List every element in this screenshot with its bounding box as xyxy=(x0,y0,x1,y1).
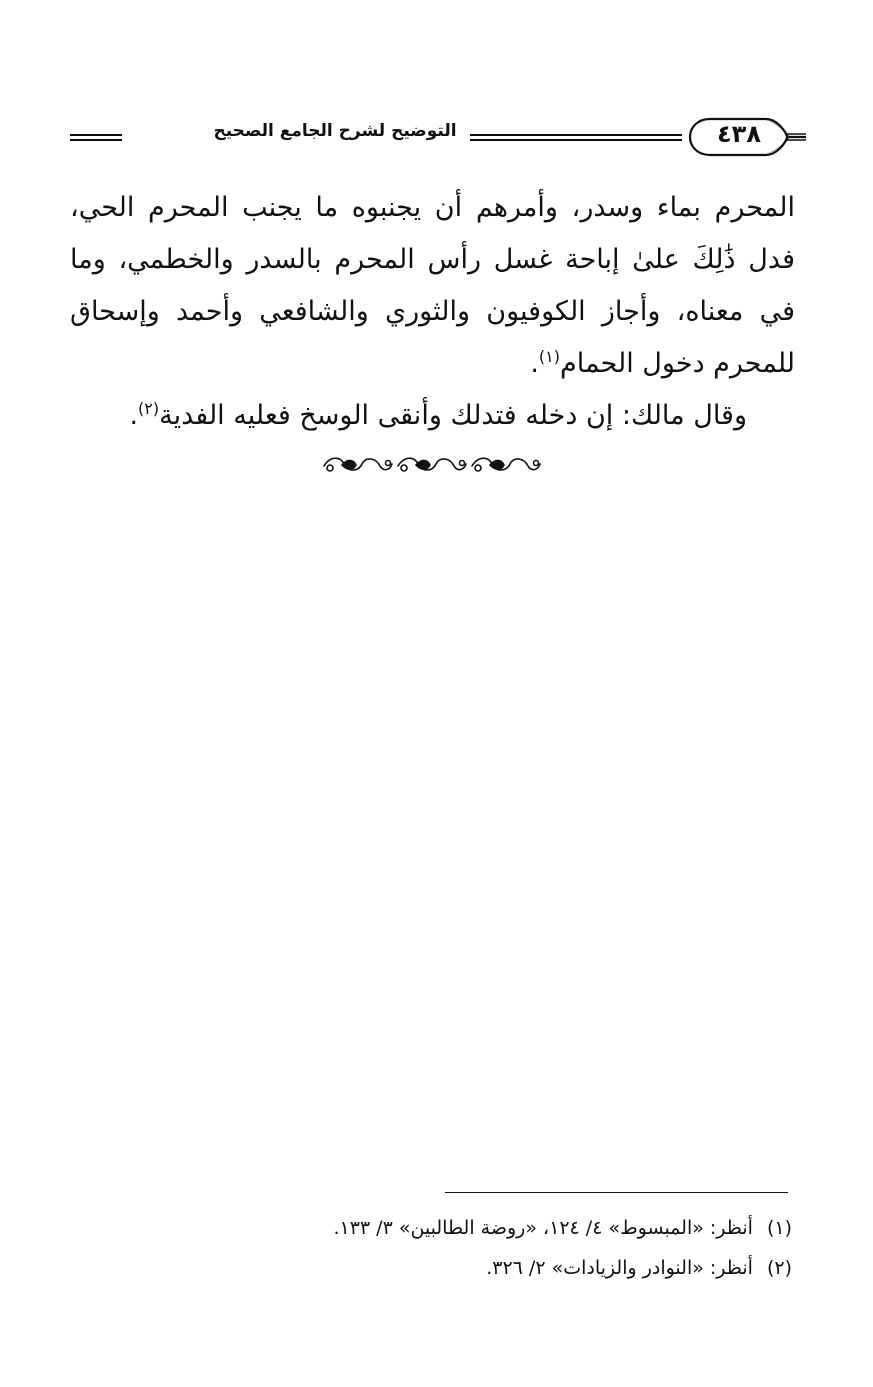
main-text xyxy=(70,182,795,442)
footnote-ref-1: (١) xyxy=(538,347,561,366)
page-number: ٤٣٨ xyxy=(717,120,761,148)
footnote-separator xyxy=(445,1192,788,1193)
running-title: التوضيح لشرح الجامع الصحيح xyxy=(213,121,457,141)
running-header xyxy=(70,116,794,160)
paragraph-2-text: وقال مالك: إن دخله فتدلك وأنقى الوسخ فعليه الفدية xyxy=(159,400,747,431)
paragraph-2 xyxy=(70,390,795,442)
footnote-2-text: أنظر: «النوادر والزيادات» ٢/ ٣٢٦. xyxy=(486,1257,753,1279)
footnote-1-text: أنظر: «المبسوط» ٤/ ١٢٤، «روضة الطالبين» ٣/ ١٣٣. xyxy=(333,1217,753,1239)
paragraph-1-end: . xyxy=(530,348,539,379)
paragraph-1 xyxy=(70,182,795,390)
paragraph-1-text: المحرم بماء وسدر، وأمرهم أن يجنبوه ما يجنب المحرم الحي، فدل ذَٰلِكَ علىٰ إباحة غسل رأس المحرم بالسدر والخطمي، وما في معناه، وأجاز الكوفيون والثوري والشافعي وأحمد وإسحاق للمحرم دخول الحمام xyxy=(70,192,795,379)
footnote-2 xyxy=(200,1248,792,1288)
paragraph-2-end: . xyxy=(129,400,139,431)
footnote-1-number: (١) xyxy=(766,1217,792,1239)
floral-divider-icon xyxy=(318,452,548,478)
footnotes xyxy=(200,1208,792,1288)
footnote-2-number: (٢) xyxy=(766,1257,792,1279)
header-rule-left xyxy=(70,134,122,141)
footnote-1 xyxy=(200,1208,792,1248)
header-rule-middle xyxy=(470,134,682,141)
footnote-ref-2: (٢) xyxy=(138,399,160,418)
